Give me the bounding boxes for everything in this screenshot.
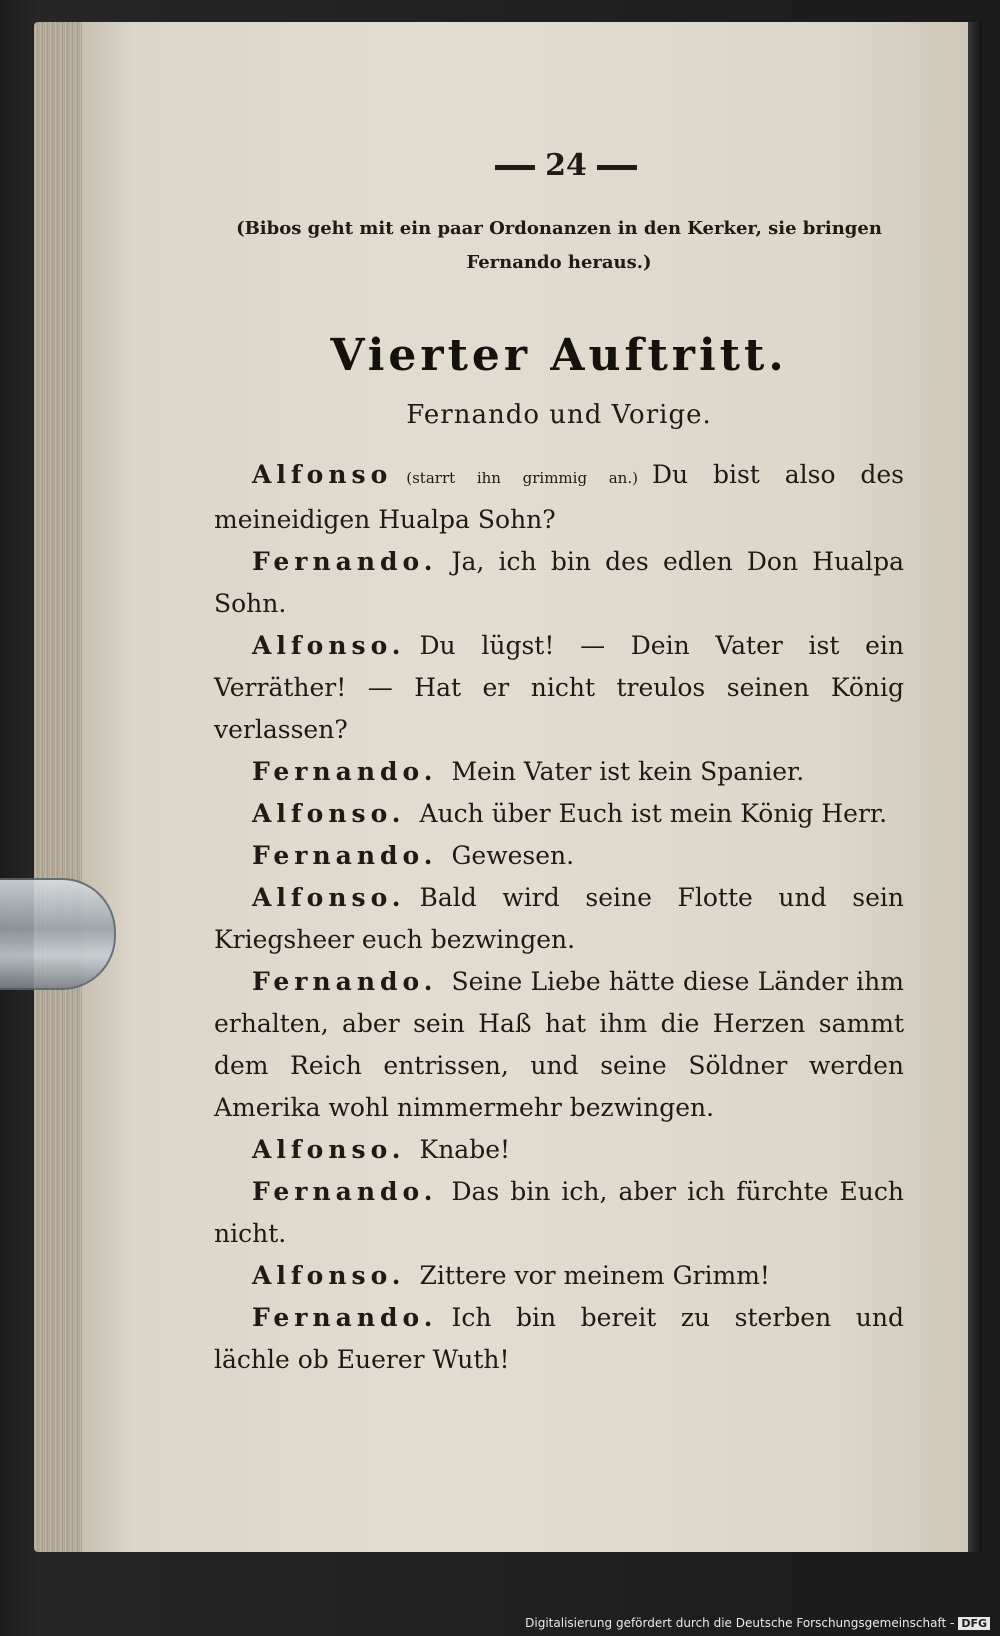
speaker-name: Fernando. [252, 757, 438, 786]
speech [214, 1255, 904, 1297]
speaker-name: Alfonso. [252, 883, 406, 912]
speech [214, 1171, 904, 1255]
dialogue [214, 454, 904, 1381]
speech-text: Ich bin bereit zu sterben und lächle ob Euerer Wuth! [214, 1303, 904, 1374]
page-number [466, 148, 666, 183]
scene-title: Vierter Auftritt. [330, 330, 788, 381]
speaker-name: Fernando. [252, 841, 438, 870]
speaker-name: Alfonso. [252, 1135, 406, 1164]
speaker-name: Fernando. [252, 967, 438, 996]
speech-text: Gewesen. [451, 841, 575, 870]
stage-direction: (Bibos geht mit ein paar Ordonanzen in den Kerker, sie bringen Fernando heraus.) [236, 218, 882, 273]
speaker-name: Fernando. [252, 547, 438, 576]
speech [214, 541, 904, 625]
stage-aside: (starrt ihn grimmig an.) [406, 469, 638, 487]
speech [214, 793, 904, 835]
speech-text: Bald wird seine Flotte und sein Kriegsheer euch bezwingen. [214, 883, 904, 954]
dfg-logo: DFG [958, 1617, 990, 1630]
speaker-name: Alfonso. [252, 1261, 406, 1290]
speech [214, 1297, 904, 1381]
dash-right [597, 165, 637, 170]
cast-list: Fernando und Vorige. [406, 400, 712, 430]
speech-text: Ja, ich bin des edlen Don Hualpa Sohn. [214, 547, 904, 618]
speaker-name: Fernando. [252, 1177, 438, 1206]
speech [214, 454, 904, 541]
speech-text: Das bin ich, aber ich fürchte Euch nicht. [214, 1177, 904, 1248]
speech-text: Knabe! [419, 1135, 511, 1164]
book-clip [0, 878, 116, 990]
speech-text: Du bist also des meineidigen Hualpa Sohn? [214, 460, 904, 534]
page-right-edge [968, 22, 982, 1552]
credit-text: Digitalisierung gefördert durch die Deutsche Forschungsgemeinschaft - [525, 1616, 955, 1630]
speech [214, 877, 904, 961]
speech-text: Seine Liebe hätte diese Länder ihm erhalten, aber sein Haß hat ihm die Herzen sammt dem Reich entrissen, und seine Söldner werden Amerika wohl nimmermehr bezwingen. [214, 967, 904, 1122]
speech-text: Mein Vater ist kein Spanier. [451, 757, 805, 786]
speaker-name: Alfonso [252, 460, 393, 489]
speech [214, 1129, 904, 1171]
speaker-name: Fernando. [252, 1303, 438, 1332]
speech-text: Du lügst! — Dein Vater ist ein Verräther! — Hat er nicht treulos seinen König verlassen? [214, 631, 904, 744]
speech [214, 835, 904, 877]
speaker-name: Alfonso. [252, 631, 406, 660]
dash-left [495, 165, 535, 170]
speech-text: Zittere vor meinem Grimm! [419, 1261, 770, 1290]
digitization-credit [525, 1616, 990, 1630]
speech [214, 751, 904, 793]
speaker-name: Alfonso. [252, 799, 406, 828]
page-number-text: 24 [545, 148, 587, 183]
speech [214, 961, 904, 1129]
speech [214, 625, 904, 751]
speech-text: Auch über Euch ist mein König Herr. [419, 799, 888, 828]
